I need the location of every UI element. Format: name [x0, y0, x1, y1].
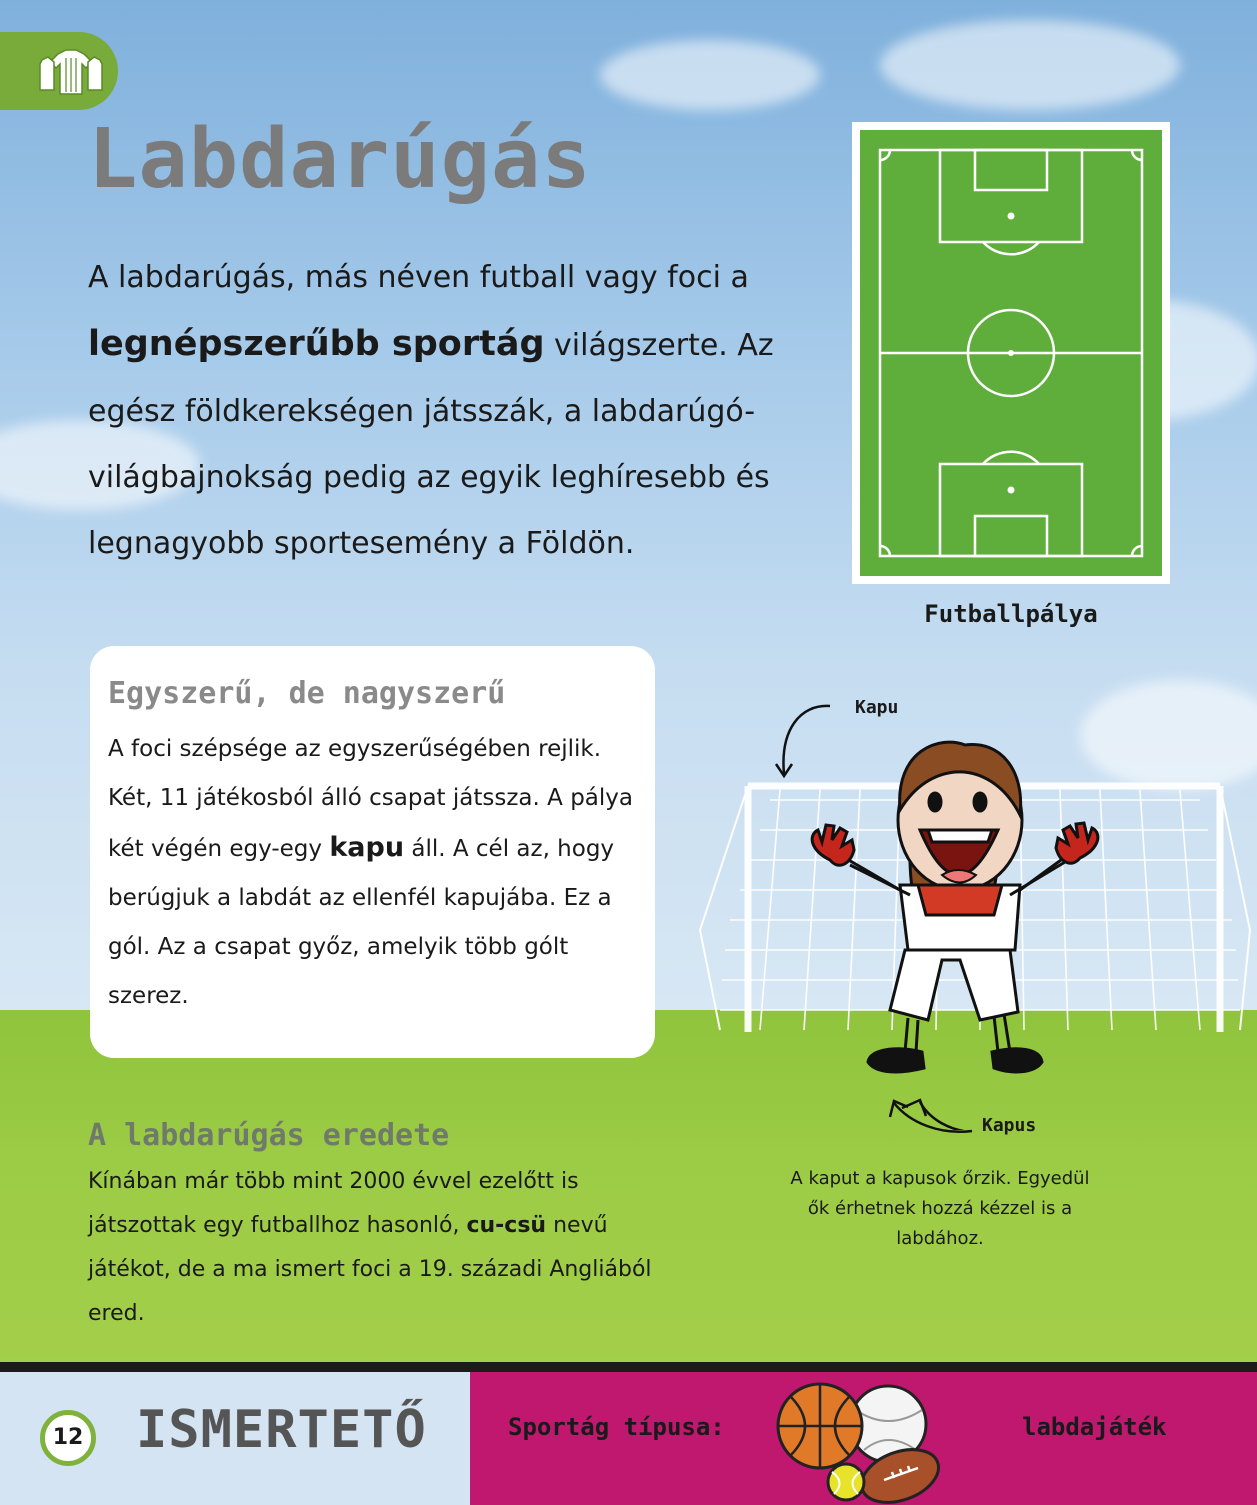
- page-title: Labdarúgás: [88, 112, 592, 207]
- cloud: [880, 20, 1180, 110]
- illustration-caption: A kaput a kapusok őrzik. Egyedül ők érhetnek hozzá kézzel is a labdához.: [790, 1168, 1090, 1249]
- origin-text-start: Kínában már több mint 2000 évvel ezelőtt is játszottak egy futballhoz hasonló,: [88, 1169, 579, 1238]
- info-box-bold-text: kapu: [329, 832, 405, 863]
- jersey-icon: [36, 48, 106, 96]
- intro-paragraph: [88, 245, 788, 577]
- goalkeeper-illustration: [680, 690, 1257, 1130]
- goal-label: Kapu: [855, 697, 899, 718]
- keeper-arrow: [880, 1095, 980, 1145]
- info-box-text-end: áll. A cél az, hogy berúgjuk a labdát az ellenfél kapujába. Ez a gól. Az a csapat győz, amelyik több gólt szerez.: [108, 836, 615, 1009]
- football-pitch-diagram: [852, 122, 1170, 584]
- sport-type-label: Sportág típusa:: [508, 1413, 725, 1441]
- origin-title: A labdarúgás eredete: [88, 1118, 450, 1153]
- cloud: [600, 40, 820, 110]
- info-box-title: Egyszerű, de nagyszerű: [108, 676, 506, 711]
- footer-heading: ISMERTETŐ: [136, 1400, 427, 1460]
- info-box-text-start: A foci szépsége az egyszerűségében rejlik. Két, 11 játékosból álló csapat játssza. A pálya két végén egy-egy: [108, 736, 633, 862]
- origin-bold-text: cu-csü: [466, 1213, 547, 1238]
- keeper-label: Kapus: [982, 1115, 1037, 1136]
- pitch-caption: Futballpálya: [924, 600, 1098, 628]
- goalkeeper: [812, 742, 1098, 1072]
- intro-bold-text: legnépszerűbb sportág: [88, 324, 545, 364]
- page-number: 12: [40, 1410, 96, 1466]
- balls-icon: [776, 1380, 946, 1505]
- origin-text: [88, 1160, 678, 1336]
- intro-text: A labdarúgás, más néven futball vagy foci a: [88, 260, 749, 295]
- origin-text-end: nevű játékot, de a ma ismert foci a 19. századi Angliából ered.: [88, 1213, 652, 1326]
- info-box-text: [108, 725, 643, 1021]
- intro-text-continued: világszerte. Az egész földkerekségen játsszák, a labdarúgó-világbajnokság pedig az egyik leghíresebb és legnagyobb sportesemény a Földön.: [88, 328, 774, 561]
- sport-type-value: labdajáték: [1022, 1413, 1167, 1441]
